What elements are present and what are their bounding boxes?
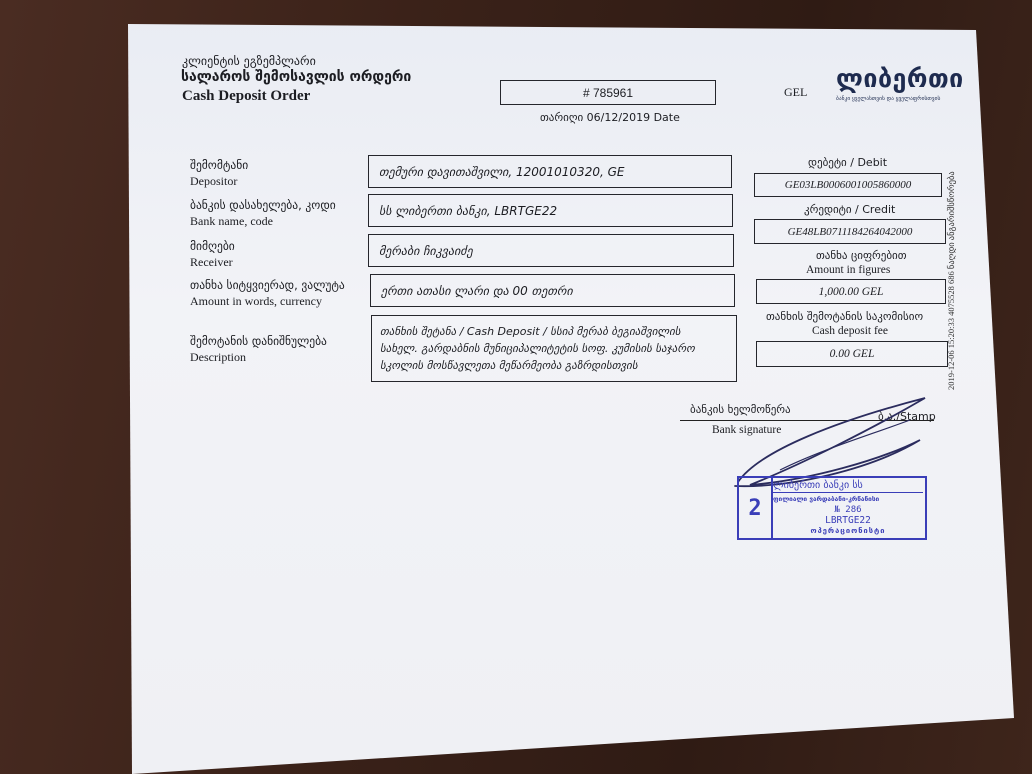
description-line-2: სახელ. გარდაბნის მუნიციპალიტეტის სოფ. კუმისის საჯარო (380, 342, 695, 355)
bank-name-label-en: Bank name, code (190, 214, 273, 228)
bank-logo: ლიბერთი (836, 64, 964, 93)
depositor-label-en: Depositor (190, 174, 238, 188)
fee-label-en: Cash deposit fee (812, 325, 889, 337)
depositor-label-ka: შემომტანი (190, 158, 249, 172)
credit-label: კრედიტი / Credit (804, 203, 896, 216)
amount-figures-label-en: Amount in figures (806, 264, 891, 276)
stamp-branch-number: № 286 (834, 505, 862, 515)
stamp-swift: LBRTGE22 (825, 515, 871, 526)
credit-account: GE48LB0711184264042000 (754, 219, 946, 244)
description-value (371, 315, 737, 382)
bank-name-label-ka: ბანკის დასახელება, კოდი (190, 198, 336, 212)
stamp-branch: ფილიალი ვარდაბანი-კრწანისი (773, 495, 880, 503)
description-line-1: თანხის შეტანა / Cash Deposit / სსიპ მერაბ ბეგიაშვილის (380, 325, 681, 338)
bank-signature-label-en: Bank signature (712, 424, 782, 436)
debit-account: GE03LB0006001005860000 (754, 173, 942, 197)
amount-words-label-ka: თანხა სიტყვიერად, ვალუტა (190, 278, 345, 292)
receiver-label-ka: მიმღები (190, 239, 235, 253)
currency-label: GEL (784, 85, 808, 99)
stamp-bank-name: ლიბერთი ბანკი სს (773, 480, 923, 493)
order-number-box: # 785961 (500, 80, 716, 105)
title-georgian: სალაროს შემოსავლის ორდერი (181, 69, 412, 85)
stamp-area-label: ბ.ა./Stamp (878, 410, 936, 423)
bank-signature-label-ka: ბანკის ხელმოწერა (690, 403, 791, 416)
stamp-number: 2 (739, 478, 773, 538)
fee-label-ka: თანხის შემოტანის საკომისიო (766, 310, 924, 323)
description-label-ka: შემოტანის დანიშნულება (190, 334, 327, 348)
copy-label: კლიენტის ეგზემპლარი (182, 54, 316, 68)
title-english: Cash Deposit Order (182, 88, 311, 104)
amount-figures-value: 1,000.00 GEL (756, 279, 946, 304)
amount-words-value: ერთი ათასი ლარი და 00 თეთრი (370, 274, 735, 307)
receiver-label-en: Receiver (190, 255, 233, 269)
stamp-operator: ოპერაციონისტი (810, 526, 886, 535)
order-date: თარიღი 06/12/2019 Date (540, 111, 680, 124)
fee-value: 0.00 GEL (756, 341, 948, 367)
receiver-value: მერაბი ჩიკვაიძე (368, 234, 734, 267)
debit-label: დებეტი / Debit (808, 156, 888, 169)
amount-words-label-en: Amount in words, currency (190, 294, 322, 308)
description-line-3: სკოლის მოსწავლეთა მეწარმეობა გაზრდისთვის (380, 359, 638, 372)
bank-tagline: ბანკი ყველასთვის და ყველაფრისთვის (836, 96, 941, 102)
description-label-en: Description (190, 350, 246, 364)
bank-stamp (737, 476, 927, 540)
amount-figures-label-ka: თანხა ციფრებით (816, 249, 907, 262)
depositor-value: თემური დავითაშვილი, 12001010320, GE (368, 155, 732, 188)
side-print-timestamp: 2019-12-06 15:20:33 4075528 686 ნაღდი ანგარიშსწორება (946, 171, 956, 390)
bank-name-value: სს ლიბერთი ბანკი, LBRTGE22 (368, 194, 733, 227)
